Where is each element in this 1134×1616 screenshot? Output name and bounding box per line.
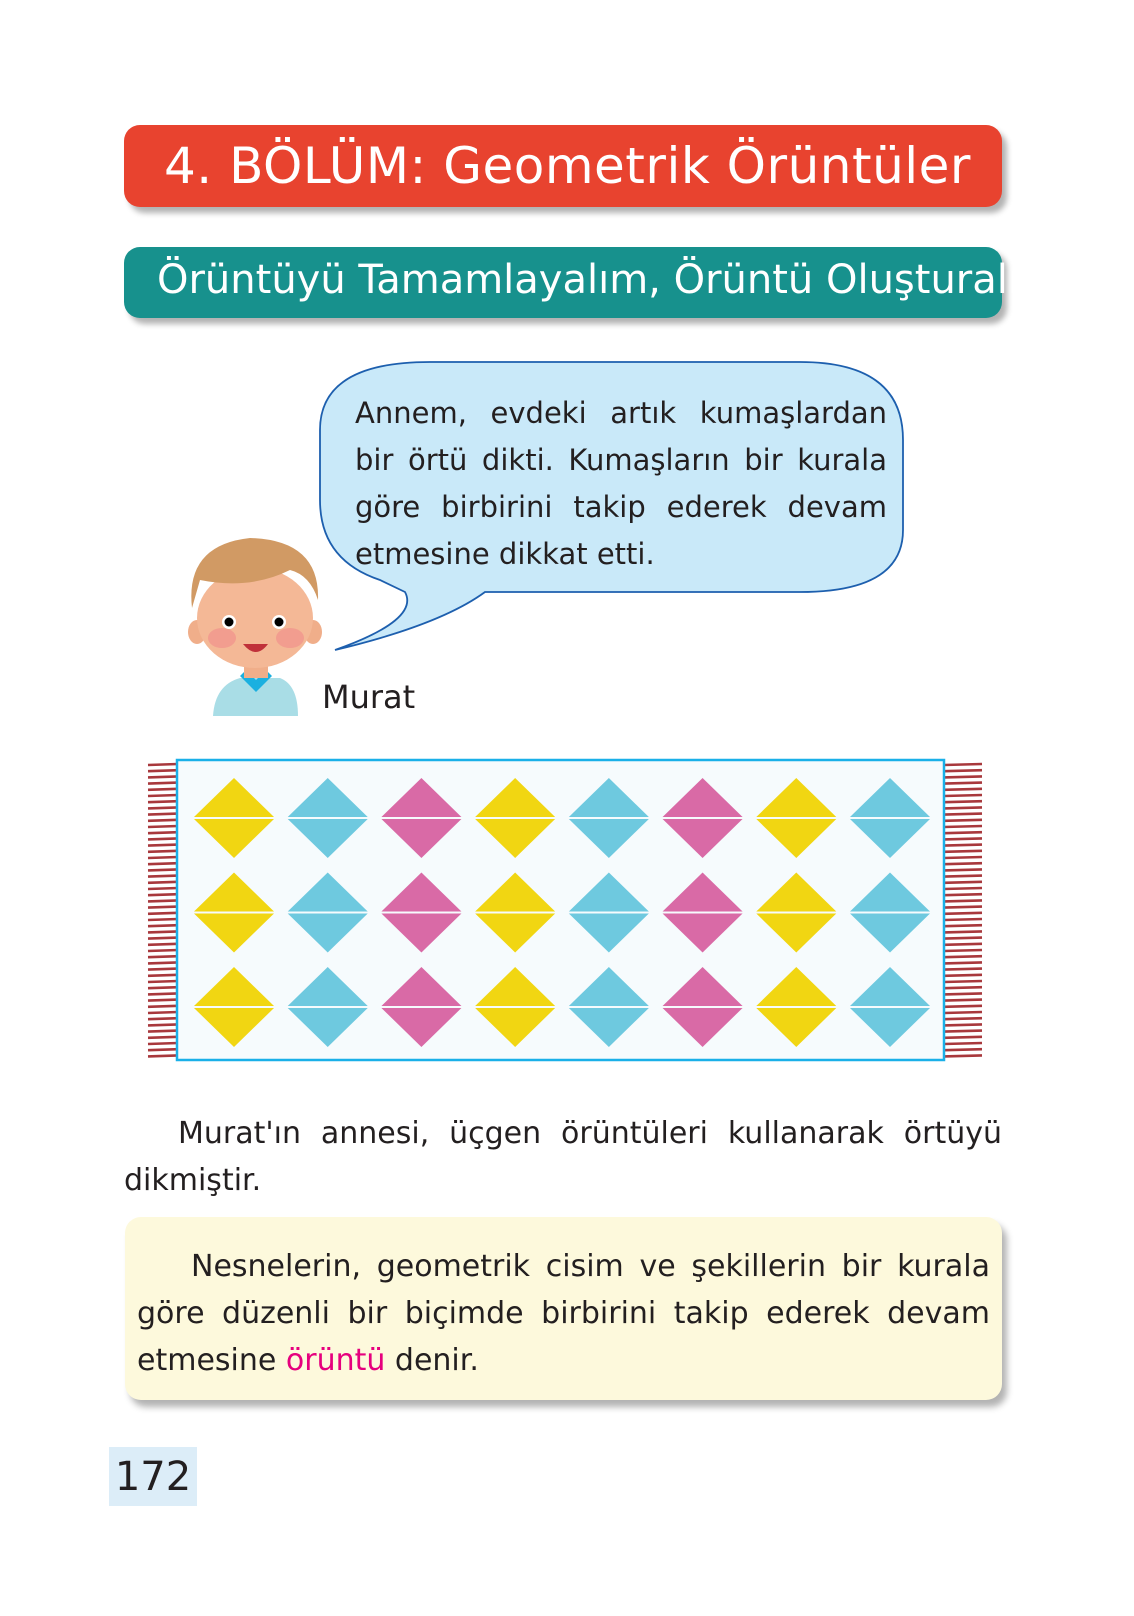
fringe-right <box>944 888 982 889</box>
speaker-name: Murat <box>322 678 416 716</box>
fringe-left <box>148 913 178 914</box>
fringe-left <box>148 1037 178 1038</box>
fringe-right <box>944 851 982 852</box>
fringe-right <box>944 1024 982 1025</box>
fringe-left <box>148 944 178 945</box>
fringe-left <box>148 925 178 926</box>
fringe-right <box>944 969 982 970</box>
fringe-left <box>148 770 178 771</box>
fringe-right <box>944 770 982 771</box>
fringe-left <box>148 962 178 963</box>
fringe-left <box>148 851 178 852</box>
fringe-right <box>944 826 982 827</box>
fringe-right <box>944 795 982 796</box>
fringe-right <box>944 783 982 784</box>
fringe-left <box>148 1043 178 1044</box>
fringe-right <box>944 1031 982 1032</box>
fringe-left <box>148 776 178 777</box>
fringe-left <box>148 807 178 808</box>
fringe-right <box>944 944 982 945</box>
fringe-right <box>944 925 982 926</box>
fringe-right <box>944 993 982 994</box>
fringe-left <box>148 801 178 802</box>
fringe-left <box>148 1024 178 1025</box>
fringe-right <box>944 950 982 951</box>
fringe-left <box>148 783 178 784</box>
fringe-right <box>944 857 982 858</box>
fringe-left <box>148 795 178 796</box>
definition-box <box>125 1217 1002 1400</box>
fringe-left <box>148 857 178 858</box>
boy-illustration <box>188 538 322 716</box>
definition-text <box>137 1243 990 1384</box>
fringe-left <box>148 764 178 765</box>
speech-text: Annem, evdeki artık kumaşlardan bir örtü dikti. Kumaşların bir kurala göre birbirini takip ederek devam etmesine dikkat etti. <box>355 396 887 571</box>
fringe-left <box>148 882 178 883</box>
fringe-right <box>944 900 982 901</box>
fringe-right <box>944 981 982 982</box>
fringe-left <box>148 938 178 939</box>
fringe-right <box>944 1006 982 1007</box>
fringe-right <box>944 807 982 808</box>
fringe-left <box>148 1006 178 1007</box>
fringe-right <box>944 1049 982 1050</box>
fringe-right <box>944 938 982 939</box>
fringe-left <box>148 1012 178 1013</box>
section-title: Örüntüyü Tamamlayalım, Örüntü Oluşturalım <box>157 257 1058 303</box>
fringe-left <box>148 1018 178 1019</box>
fringe-right <box>944 776 982 777</box>
fringe-left <box>148 1031 178 1032</box>
fringe-left <box>148 900 178 901</box>
definition-text-start: Nesnelerin, geometrik cisim ve şekillerin bir kurala göre düzenli bir biçimde birbirini takip ederek devam etmesine <box>137 1249 990 1378</box>
fringe-right <box>944 962 982 963</box>
fringe-right <box>944 1000 982 1001</box>
fringe-left <box>148 832 178 833</box>
fringe-left <box>148 876 178 877</box>
fringe-left <box>148 1049 178 1050</box>
definition-text-end: denir. <box>385 1343 479 1378</box>
fringe-right <box>944 987 982 988</box>
fringe-right <box>944 1055 982 1056</box>
fringe-left <box>148 907 178 908</box>
fringe-left <box>148 894 178 895</box>
fringe-left <box>148 838 178 839</box>
fringe-right <box>944 882 982 883</box>
patterned-carpet <box>140 755 1000 1070</box>
fringe-right <box>944 801 982 802</box>
fringe-right <box>944 1012 982 1013</box>
fringe-right <box>944 907 982 908</box>
fringe-right <box>944 931 982 932</box>
fringe-right <box>944 789 982 790</box>
fringe-left <box>148 1000 178 1001</box>
fringe-right <box>944 919 982 920</box>
fringe-left <box>148 919 178 920</box>
fringe-left <box>148 888 178 889</box>
fringe-left <box>148 987 178 988</box>
fringe-right <box>944 1018 982 1019</box>
fringe-left <box>148 863 178 864</box>
fringe-left <box>148 820 178 821</box>
fringe-left <box>148 931 178 932</box>
speech-bubble-and-boy <box>0 0 1134 760</box>
fringe-right <box>944 814 982 815</box>
fringe-right <box>944 845 982 846</box>
fringe-left <box>148 845 178 846</box>
page-number: 172 <box>109 1447 197 1506</box>
fringe-right <box>944 1037 982 1038</box>
fringe-right <box>944 913 982 914</box>
fringe-right <box>944 956 982 957</box>
fringe-left <box>148 826 178 827</box>
fringe-right <box>944 863 982 864</box>
fringe-left <box>148 981 178 982</box>
fringe-left <box>148 975 178 976</box>
fringe-right <box>944 832 982 833</box>
definition-keyword: örüntü <box>285 1343 386 1378</box>
body-paragraph: Murat'ın annesi, üçgen örüntüleri kullanarak örtüyü dikmiştir. <box>124 1116 1002 1198</box>
fringe-right <box>944 838 982 839</box>
fringe-right <box>944 894 982 895</box>
fringe-left <box>148 814 178 815</box>
fringe-right <box>944 876 982 877</box>
fringe-left <box>148 789 178 790</box>
chapter-title: 4. BÖLÜM: Geometrik Örüntüler <box>164 137 971 195</box>
fringe-right <box>944 1043 982 1044</box>
fringe-left <box>148 993 178 994</box>
fringe-left <box>148 950 178 951</box>
fringe-left <box>148 1055 178 1056</box>
fringe-left <box>148 969 178 970</box>
fringe-right <box>944 764 982 765</box>
fringe-right <box>944 869 982 870</box>
fringe-left <box>148 956 178 957</box>
fringe-right <box>944 820 982 821</box>
fringe-right <box>944 975 982 976</box>
fringe-left <box>148 869 178 870</box>
